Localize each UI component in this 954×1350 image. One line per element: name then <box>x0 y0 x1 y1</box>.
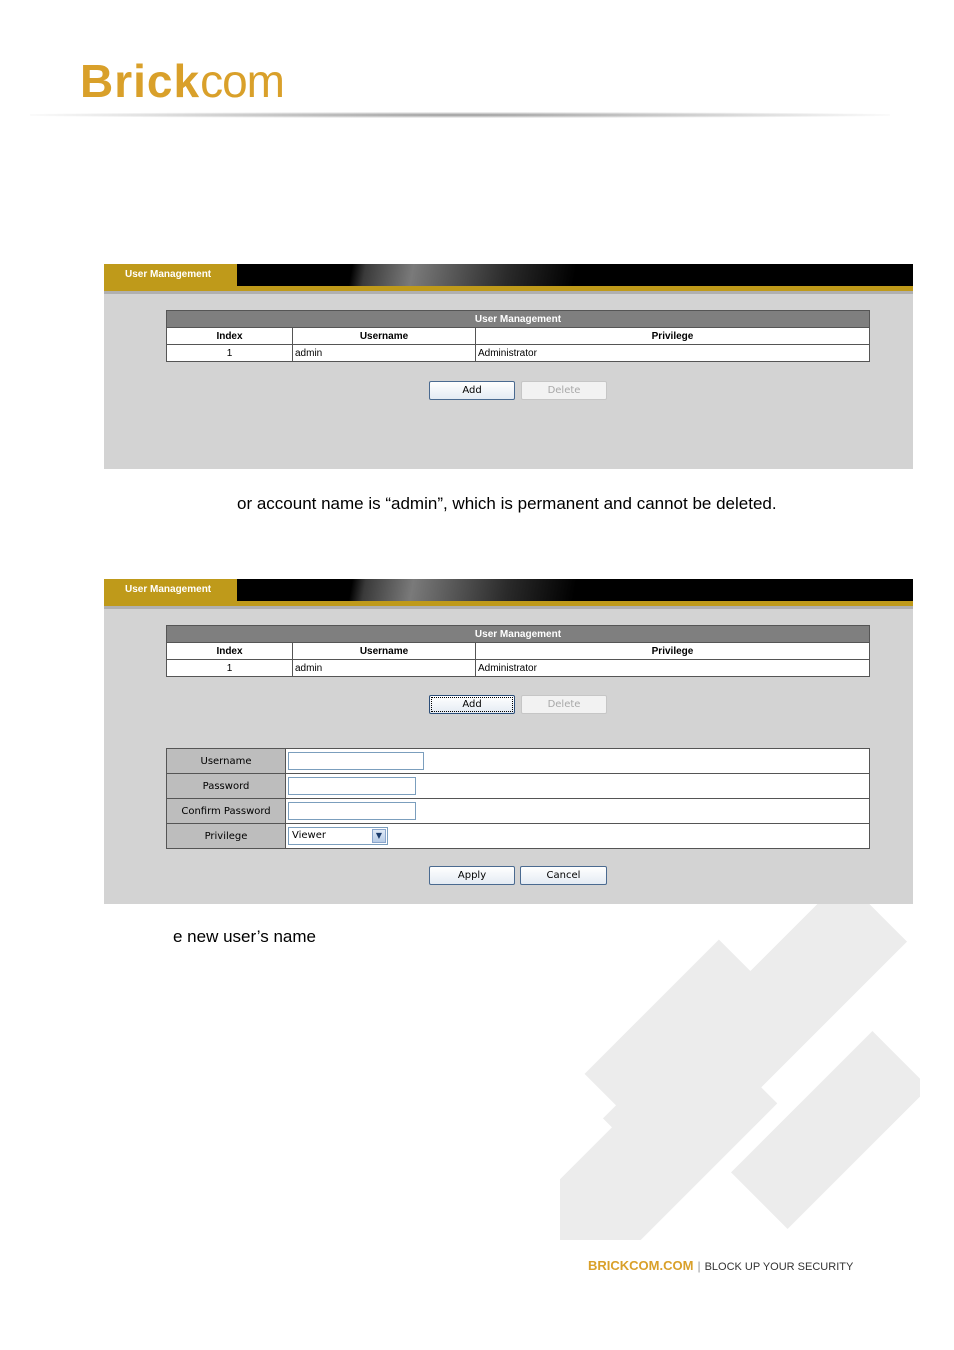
table-row[interactable] <box>167 660 870 677</box>
privilege-label: Privilege <box>167 824 286 849</box>
footer-separator: | <box>697 1259 701 1273</box>
cell-username: admin <box>293 345 476 362</box>
paragraph-new-user-name: e new user’s name <box>173 927 317 946</box>
cell-privilege: Administrator <box>476 345 870 362</box>
cell-index: 1 <box>167 660 293 677</box>
cell-privilege: Administrator <box>476 660 870 677</box>
panel-header <box>104 264 913 294</box>
add-button[interactable]: Add <box>429 695 515 714</box>
confirm-password-input[interactable] <box>288 802 416 820</box>
privilege-select-value: Viewer <box>292 830 326 841</box>
header-divider <box>30 112 890 118</box>
password-input[interactable] <box>288 777 416 795</box>
confirm-password-label: Confirm Password <box>167 799 286 824</box>
column-header-privilege: Privilege <box>476 328 870 345</box>
footer-site: BRICKCOM.COM <box>588 1258 694 1273</box>
username-label: Username <box>167 749 286 774</box>
panel-accent-line <box>104 601 913 609</box>
column-header-username: Username <box>293 643 476 660</box>
column-header-privilege: Privilege <box>476 643 870 660</box>
footer-tagline: BLOCK UP YOUR SECURITY <box>704 1261 854 1273</box>
panel-title-bar <box>237 579 913 601</box>
cell-username: admin <box>293 660 476 677</box>
brickcom-logo: Brickcom <box>80 55 284 107</box>
table-title: User Management <box>167 626 870 643</box>
user-management-panel-2 <box>104 579 913 904</box>
page-footer <box>588 1258 853 1273</box>
cell-index: 1 <box>167 345 293 362</box>
delete-button[interactable]: Delete <box>521 381 607 400</box>
paragraph-admin-note: or account name is “admin”, which is permanent and cannot be deleted. <box>237 494 777 513</box>
table-row[interactable] <box>167 345 870 362</box>
column-header-index: Index <box>167 328 293 345</box>
privilege-select[interactable] <box>288 827 388 845</box>
table-title: User Management <box>167 311 870 328</box>
password-label: Password <box>167 774 286 799</box>
add-user-form <box>166 748 870 849</box>
watermark-graphic <box>560 900 920 1240</box>
panel-header <box>104 579 913 609</box>
username-input[interactable] <box>288 752 424 770</box>
panel-tab-user-management[interactable]: User Management <box>104 579 237 601</box>
delete-button[interactable]: Delete <box>521 695 607 714</box>
column-header-username: Username <box>293 328 476 345</box>
user-table <box>166 310 870 362</box>
user-management-panel-1 <box>104 264 913 469</box>
user-table <box>166 625 870 677</box>
apply-button[interactable]: Apply <box>429 866 515 885</box>
add-button[interactable]: Add <box>429 381 515 400</box>
cancel-button[interactable]: Cancel <box>520 866 607 885</box>
panel-tab-user-management[interactable]: User Management <box>104 264 237 286</box>
chevron-down-icon[interactable]: ▼ <box>372 829 386 843</box>
column-header-index: Index <box>167 643 293 660</box>
panel-accent-line <box>104 286 913 294</box>
panel-title-bar <box>237 264 913 286</box>
